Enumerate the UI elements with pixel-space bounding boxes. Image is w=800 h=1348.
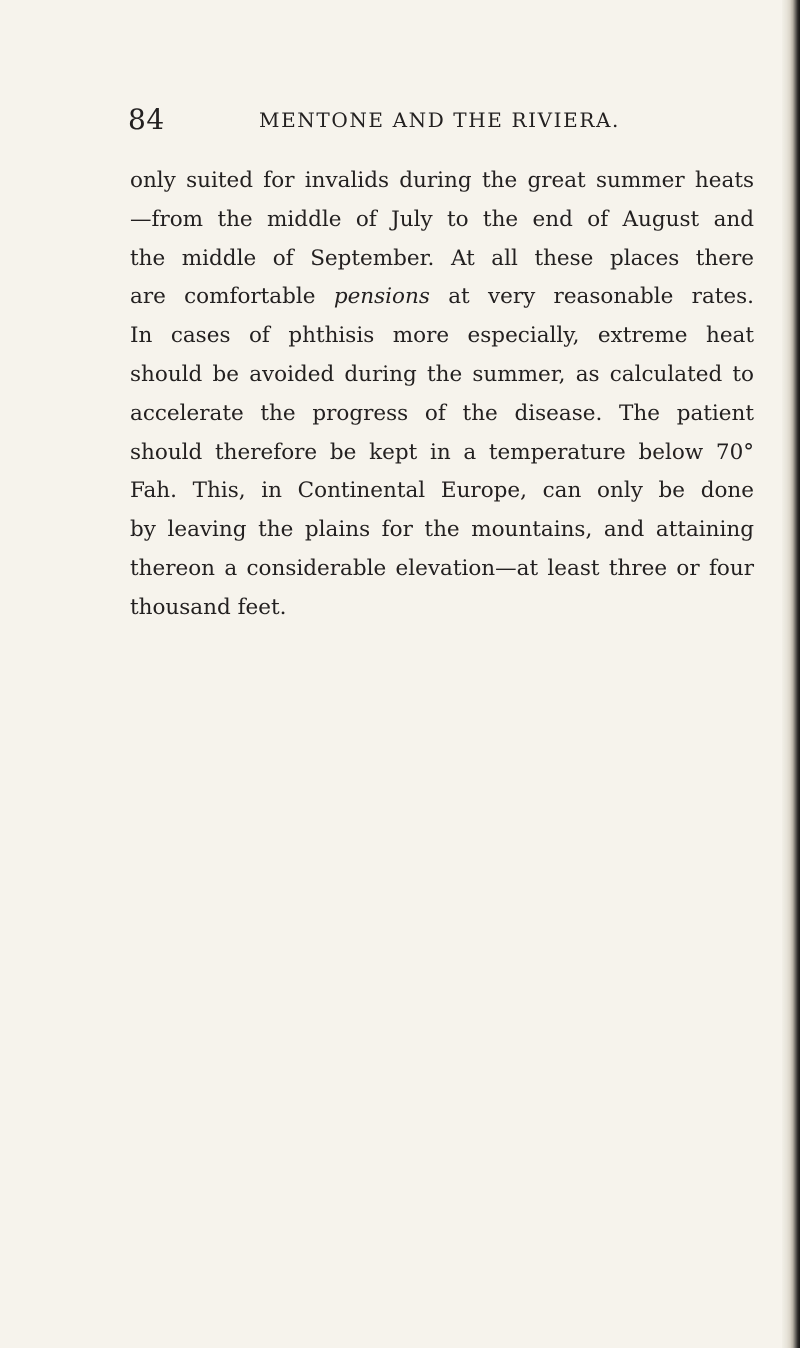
running-title: MENTONE AND THE RIVIERA.	[259, 108, 621, 132]
text-line: thousand feet.	[130, 594, 287, 620]
text-segment: at very reasonable rates.	[448, 284, 755, 310]
text-line: should therefore be kept in a temperature below 70°	[130, 439, 754, 465]
text-line: accelerate the progress of the disease. The patient	[130, 400, 754, 426]
text-line: —from the middle of July to the end of August and	[130, 206, 754, 232]
body-text	[130, 162, 754, 628]
text-line: only suited for invalids during the great summer heats	[130, 168, 754, 193]
text-line	[130, 278, 754, 317]
text-segment: are comfortable	[130, 284, 316, 310]
text-line: In cases of phthisis more especially, extreme heat	[130, 323, 754, 349]
page-number: 84	[128, 103, 165, 136]
text-line: by leaving the plains for the mountains, and attaining	[130, 517, 754, 543]
italic-word: pensions	[333, 284, 430, 310]
text-line: should be avoided during the summer, as calculated to	[130, 361, 754, 387]
text-line: Fah. This, in Continental Europe, can only be done	[130, 478, 754, 504]
running-head	[128, 100, 754, 140]
text-line: thereon a considerable elevation—at least three or four	[130, 555, 754, 581]
text-line: the middle of September. At all these places there	[130, 245, 754, 271]
page-edge-shadow	[782, 0, 800, 1348]
